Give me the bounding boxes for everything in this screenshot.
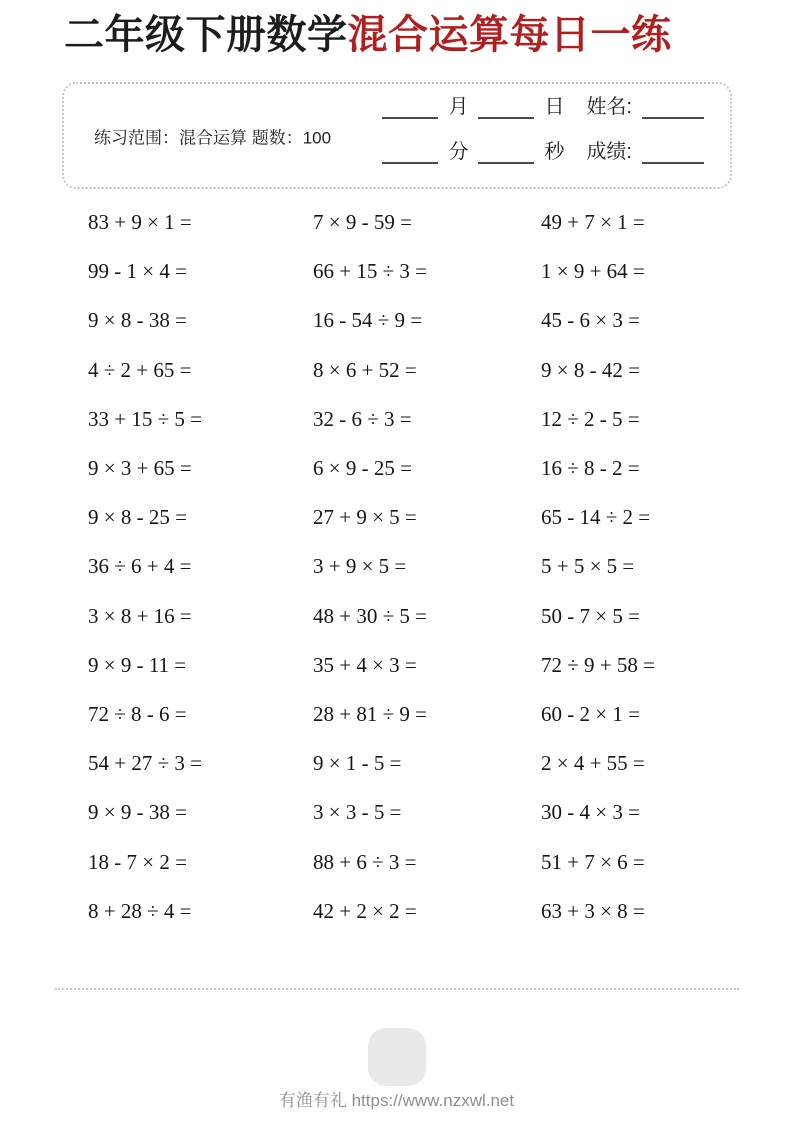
math-problem: 5 + 5 × 5 = (541, 554, 635, 579)
math-problem: 27 + 9 × 5 = (313, 505, 417, 530)
name-blank-line (642, 95, 704, 119)
math-problem: 9 × 9 - 11 = (88, 652, 187, 677)
page-title-black-part: 二年级下册数学 (64, 13, 348, 57)
math-problem: 9 × 8 - 42 = (541, 357, 640, 382)
name-label: 姓名: (586, 96, 632, 118)
math-problem: 8 × 6 + 52 = (313, 357, 417, 382)
math-problem: 35 + 4 × 3 = (313, 652, 417, 677)
math-problem: 72 ÷ 9 + 58 = (541, 652, 655, 677)
score-label: 成绩: (586, 141, 632, 163)
math-problem: 54 + 27 ÷ 3 = (88, 751, 202, 776)
time-score-row (374, 140, 706, 164)
day-blank-line (478, 95, 534, 119)
score-blank-line (642, 140, 704, 164)
math-problem: 9 × 3 + 65 = (88, 456, 192, 481)
math-problem: 6 × 9 - 25 = (313, 456, 412, 481)
math-problem: 3 + 9 × 5 = (313, 554, 407, 579)
math-problem: 51 + 7 × 6 = (541, 849, 645, 874)
math-problem: 72 ÷ 8 - 6 = (88, 701, 187, 726)
date-name-row (374, 95, 706, 119)
footer-dashed-divider (55, 988, 739, 990)
footer-credit: 有渔有礼 https://www.nzxwl.net (278, 1091, 515, 1110)
math-problem: 9 × 9 - 38 = (88, 800, 187, 825)
math-problem: 8 + 28 ÷ 4 = (88, 898, 192, 923)
math-problem: 36 ÷ 6 + 4 = (88, 554, 192, 579)
math-problem: 60 - 2 × 1 = (541, 701, 640, 726)
math-problem: 99 - 1 × 4 = (88, 259, 187, 284)
math-problem: 2 × 4 + 55 = (541, 751, 645, 776)
math-problem: 16 - 54 ÷ 9 = (313, 308, 423, 333)
math-problem: 4 ÷ 2 + 65 = (88, 357, 192, 382)
math-problem: 28 + 81 ÷ 9 = (313, 701, 427, 726)
day-label: 日 (544, 96, 565, 118)
problems-grid (0, 198, 793, 936)
math-problem: 33 + 15 ÷ 5 = (88, 406, 202, 431)
math-problem: 18 - 7 × 2 = (88, 849, 187, 874)
math-problem: 49 + 7 × 1 = (541, 210, 645, 235)
minute-blank-line (382, 140, 438, 164)
practice-scope-label: 练习范围：混合运算 题数：100 (94, 128, 332, 147)
practice-info-box (62, 82, 732, 189)
math-problem: 16 ÷ 8 - 2 = (541, 456, 640, 481)
math-problem: 45 - 6 × 3 = (541, 308, 640, 333)
math-problem: 50 - 7 × 5 = (541, 603, 640, 628)
month-blank-line (382, 95, 438, 119)
second-blank-line (478, 140, 534, 164)
math-problem: 9 × 8 - 25 = (88, 505, 187, 530)
math-problem: 12 ÷ 2 - 5 = (541, 406, 640, 431)
math-problem: 32 - 6 ÷ 3 = (313, 406, 412, 431)
math-problem: 3 × 8 + 16 = (88, 603, 192, 628)
fill-in-area (374, 95, 706, 164)
page-title (64, 10, 672, 60)
watermark-logo (368, 1028, 426, 1086)
math-problem: 88 + 6 ÷ 3 = (313, 849, 417, 874)
math-problem: 9 × 1 - 5 = (313, 751, 402, 776)
math-problem: 7 × 9 - 59 = (313, 210, 412, 235)
math-problem: 3 × 3 - 5 = (313, 800, 402, 825)
math-problem: 30 - 4 × 3 = (541, 800, 640, 825)
math-problem: 48 + 30 ÷ 5 = (313, 603, 427, 628)
month-label: 月 (448, 96, 469, 118)
minute-label: 分 (448, 141, 469, 163)
math-problem: 66 + 15 ÷ 3 = (313, 259, 427, 284)
math-problem: 42 + 2 × 2 = (313, 898, 417, 923)
second-label: 秒 (544, 141, 565, 163)
math-problem: 63 + 3 × 8 = (541, 898, 645, 923)
math-problem: 83 + 9 × 1 = (88, 210, 192, 235)
math-problem: 1 × 9 + 64 = (541, 259, 645, 284)
math-problem: 65 - 14 ÷ 2 = (541, 505, 651, 530)
math-problem: 9 × 8 - 38 = (88, 308, 187, 333)
page-title-red-part: 混合运算每日一练 (347, 13, 672, 57)
